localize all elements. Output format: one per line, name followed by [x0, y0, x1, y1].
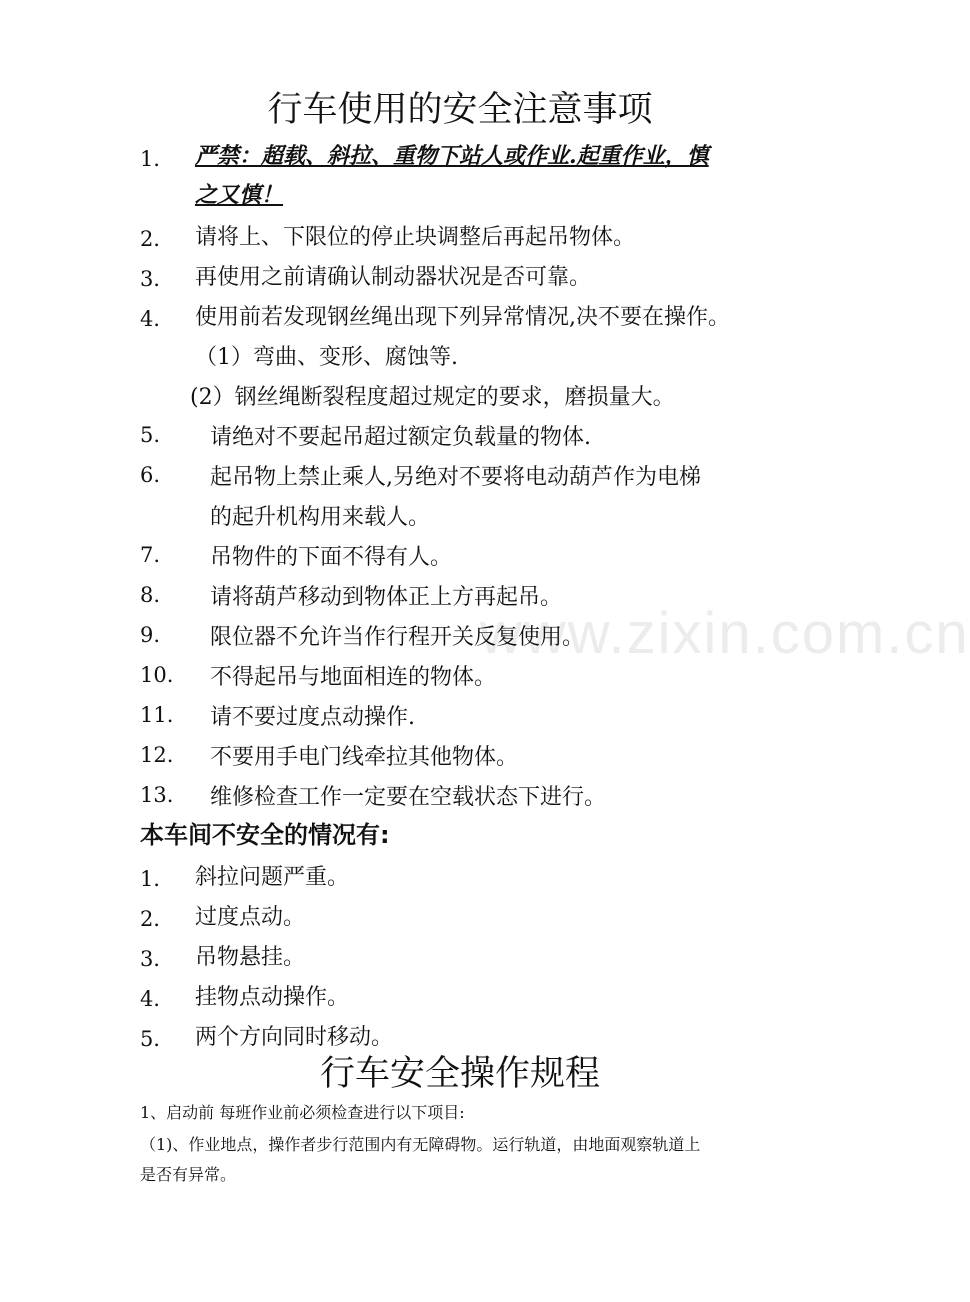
list-item-text: 再使用之前请确认制动器状况是否可靠。: [195, 265, 592, 290]
list-item-text: 请将上、下限位的停止块调整后再起吊物体。: [195, 225, 636, 250]
warning-line: 之又慎！: [195, 182, 284, 208]
list-number: 13.: [140, 783, 174, 807]
rule-paragraph: 是否有异常。: [140, 1165, 237, 1184]
list-number: 12.: [140, 743, 174, 767]
list-number: 6.: [140, 463, 161, 487]
list-number: 2．: [140, 907, 175, 931]
list-number: 4．: [140, 307, 175, 331]
list-item-text: 起吊物上禁止乘人,另绝对不要将电动葫芦作为电梯: [210, 465, 701, 490]
warning-line: 严禁：超载、斜拉、重物下站人或作业.起重作业，慎: [195, 143, 709, 169]
list-item-text: 请绝对不要起吊超过额定负载量的物体.: [210, 425, 591, 450]
list-number: 1．: [140, 147, 175, 171]
sub-item-text: （1）弯曲、变形、腐蚀等.: [195, 345, 458, 370]
watermark: www.zixin.com.cn: [480, 601, 970, 666]
list-number: 10.: [140, 663, 174, 687]
list-number: 5．: [140, 1027, 175, 1051]
list-item-text: 的起升机构用来载人。: [210, 505, 431, 530]
list-item-text: 挂物点动操作。: [195, 985, 350, 1010]
list-number: 9.: [140, 623, 161, 647]
list-item-text: 请不要过度点动操作.: [210, 705, 415, 730]
list-number: 2．: [140, 227, 175, 251]
section-title: 行车安全操作规程: [319, 1054, 600, 1094]
list-item-text: 不要用手电门线牵拉其他物体。: [210, 745, 519, 770]
list-item-text: 斜拉问题严重。: [195, 865, 350, 890]
list-number: 5.: [140, 423, 161, 447]
list-number: 11.: [140, 703, 174, 727]
list-item-text: 使用前若发现钢丝绳出现下列异常情况,决不要在操作。: [195, 305, 730, 330]
sub-item-text: (2）钢丝绳断裂程度超过规定的要求，磨损量大。: [190, 385, 675, 410]
list-number: 3．: [140, 947, 175, 971]
list-number: 3．: [140, 267, 175, 291]
list-item-text: 两个方向同时移动。: [195, 1025, 394, 1050]
list-item-text: 不得起吊与地面相连的物体。: [210, 665, 497, 690]
list-item-text: 过度点动。: [195, 905, 306, 930]
list-number: 7.: [140, 543, 161, 567]
list-number: 8.: [140, 583, 161, 607]
rule-paragraph: （1)、作业地点，操作者步行范围内有无障碍物。运行轨道，由地面观察轨道上: [140, 1135, 701, 1154]
list-number: 4．: [140, 987, 175, 1011]
list-item-text: 维修检查工作一定要在空载状态下进行。: [210, 785, 607, 810]
section-heading: 本车间不安全的情况有:: [140, 821, 390, 849]
list-item-text: 限位器不允许当作行程开关反复使用。: [210, 625, 585, 650]
list-item-text: 吊物件的下面不得有人。: [210, 545, 453, 570]
list-item-text: 请将葫芦移动到物体正上方再起吊。: [210, 585, 563, 610]
rule-paragraph: 1、启动前 每班作业前必须检查进行以下项目:: [140, 1103, 465, 1122]
list-number: 1．: [140, 867, 175, 891]
list-item-text: 吊物悬挂。: [195, 945, 306, 970]
page-title: 行车使用的安全注意事项: [267, 90, 653, 130]
